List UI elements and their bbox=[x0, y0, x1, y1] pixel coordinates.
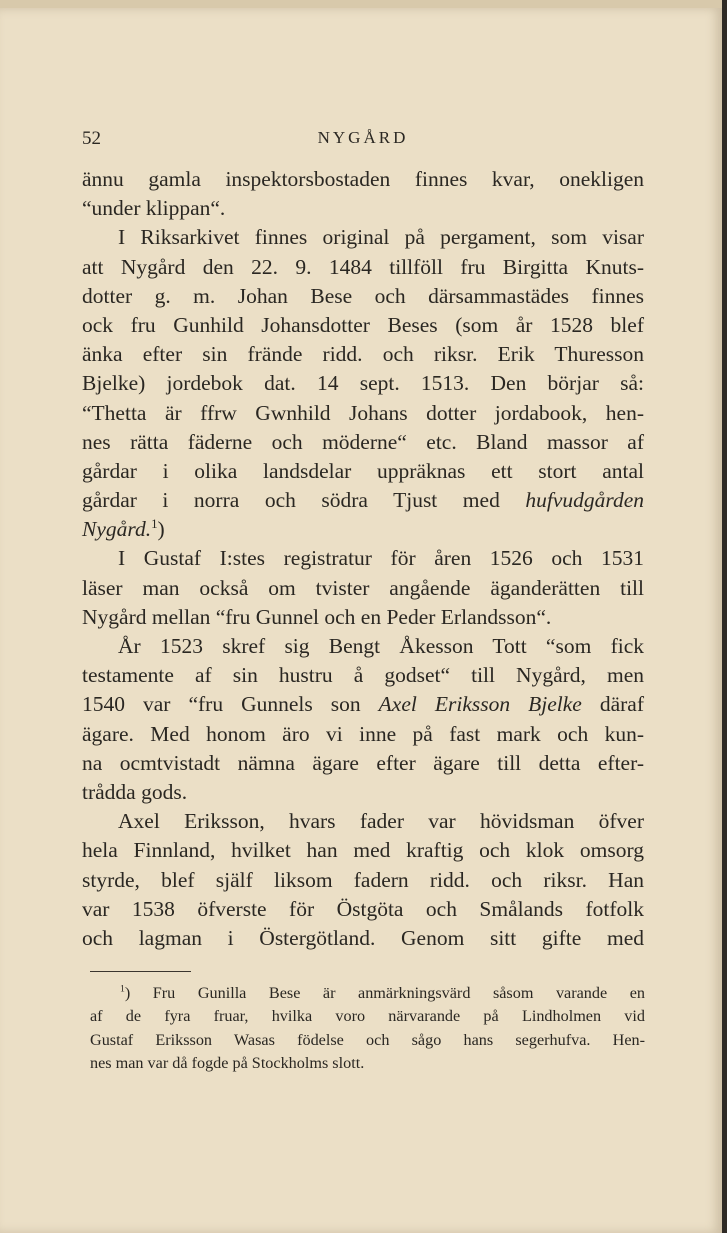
page-top-edge bbox=[0, 0, 727, 8]
text-segment: ) Fru Gunilla Bese är anmärkningsvärd såsom varande en bbox=[124, 984, 645, 1002]
page-right-edge bbox=[722, 0, 727, 1233]
footnote-rule bbox=[90, 971, 191, 972]
text-line: Nygård mellan “fru Gunnel och en Peder Erlandsson“. bbox=[82, 604, 552, 629]
footnote-line: Gustaf Eriksson Wasas födelse och sågo hans segerhufva. Hen- bbox=[90, 1030, 645, 1049]
footnote-line: nes man var då fogde på Stockholms slott. bbox=[90, 1054, 365, 1073]
page-number: 52 bbox=[82, 128, 101, 149]
text-line: Axel Eriksson, hvars fader var hövidsman öfver bbox=[118, 809, 644, 834]
italic-term: Nygård. bbox=[82, 517, 152, 542]
text-segment: gårdar i norra och södra Tjust med bbox=[82, 488, 500, 513]
text-line: läser man också om tvister angående äganderätten till bbox=[82, 575, 644, 600]
italic-term: Axel Eriksson Bjelke bbox=[378, 692, 582, 717]
text-line: änka efter sin frände ridd. och riksr. Erik Thuresson bbox=[82, 342, 644, 367]
footnote-marker: 1 bbox=[151, 517, 158, 532]
text-line: na ocmtvistadt nämna ägare efter ägare till detta efter- bbox=[82, 750, 644, 775]
text-segment: 1540 var “fru Gunnels son bbox=[82, 692, 361, 717]
text-line: nes rätta fäderne och möderne“ etc. Bland massor af bbox=[82, 429, 644, 454]
page-header bbox=[82, 122, 644, 152]
footnote-line bbox=[90, 982, 645, 1005]
text-line: ägare. Med honom äro vi inne på fast mark och kun- bbox=[82, 721, 644, 746]
text-line: gårdar i olika landsdelar uppräknas ett stort antal bbox=[82, 458, 644, 483]
text-line: att Nygård den 22. 9. 1484 tillföll fru Birgitta Knuts- bbox=[82, 254, 644, 279]
text-line: dotter g. m. Johan Bese och därsammastädes finnes bbox=[82, 283, 644, 308]
running-head: NYGÅRD bbox=[317, 128, 409, 147]
footnote-line: af de fyra fruar, hvilka voro närvarande på Lindholmen vid bbox=[90, 1007, 645, 1026]
text-line: testamente af sin hustru å godset“ till Nygård, men bbox=[82, 663, 644, 688]
text-line: var 1538 öfverste för Östgöta och Smålands fotfolk bbox=[82, 896, 644, 921]
text-segment: ) bbox=[157, 517, 165, 542]
text-line bbox=[82, 486, 644, 515]
text-line: I Gustaf I:stes registratur för åren 1526 och 1531 bbox=[118, 546, 644, 571]
italic-term: hufvudgården bbox=[525, 488, 644, 513]
text-segment: däraf bbox=[599, 692, 645, 717]
text-line bbox=[82, 690, 644, 719]
body-text bbox=[82, 165, 644, 953]
text-line: Bjelke) jordebok dat. 14 sept. 1513. Den börjar så: bbox=[82, 371, 644, 396]
text-line bbox=[82, 515, 644, 544]
footnote-marker: 1 bbox=[120, 983, 125, 995]
text-line: “under klippan“. bbox=[82, 196, 226, 221]
text-line: I Riksarkivet finnes original på pergament, som visar bbox=[118, 225, 644, 250]
text-line: ännu gamla inspektorsbostaden finnes kvar, onekligen bbox=[82, 167, 644, 191]
footnotes bbox=[90, 982, 645, 1076]
text-line: ock fru Gunhild Johansdotter Beses (som år 1528 blef bbox=[82, 312, 644, 337]
text-line: styrde, blef själf liksom fadern ridd. och riksr. Han bbox=[82, 867, 644, 892]
text-line: “Thetta är ffrw Gwnhild Johans dotter jordabook, hen- bbox=[82, 400, 644, 425]
text-line: och lagman i Östergötland. Genom sitt gifte med bbox=[82, 925, 644, 950]
text-line: År 1523 skref sig Bengt Åkesson Tott “som fick bbox=[118, 634, 644, 658]
text-line: hela Finnland, hvilket han med kraftig och klok omsorg bbox=[82, 838, 644, 863]
text-line: trådda gods. bbox=[82, 779, 188, 804]
